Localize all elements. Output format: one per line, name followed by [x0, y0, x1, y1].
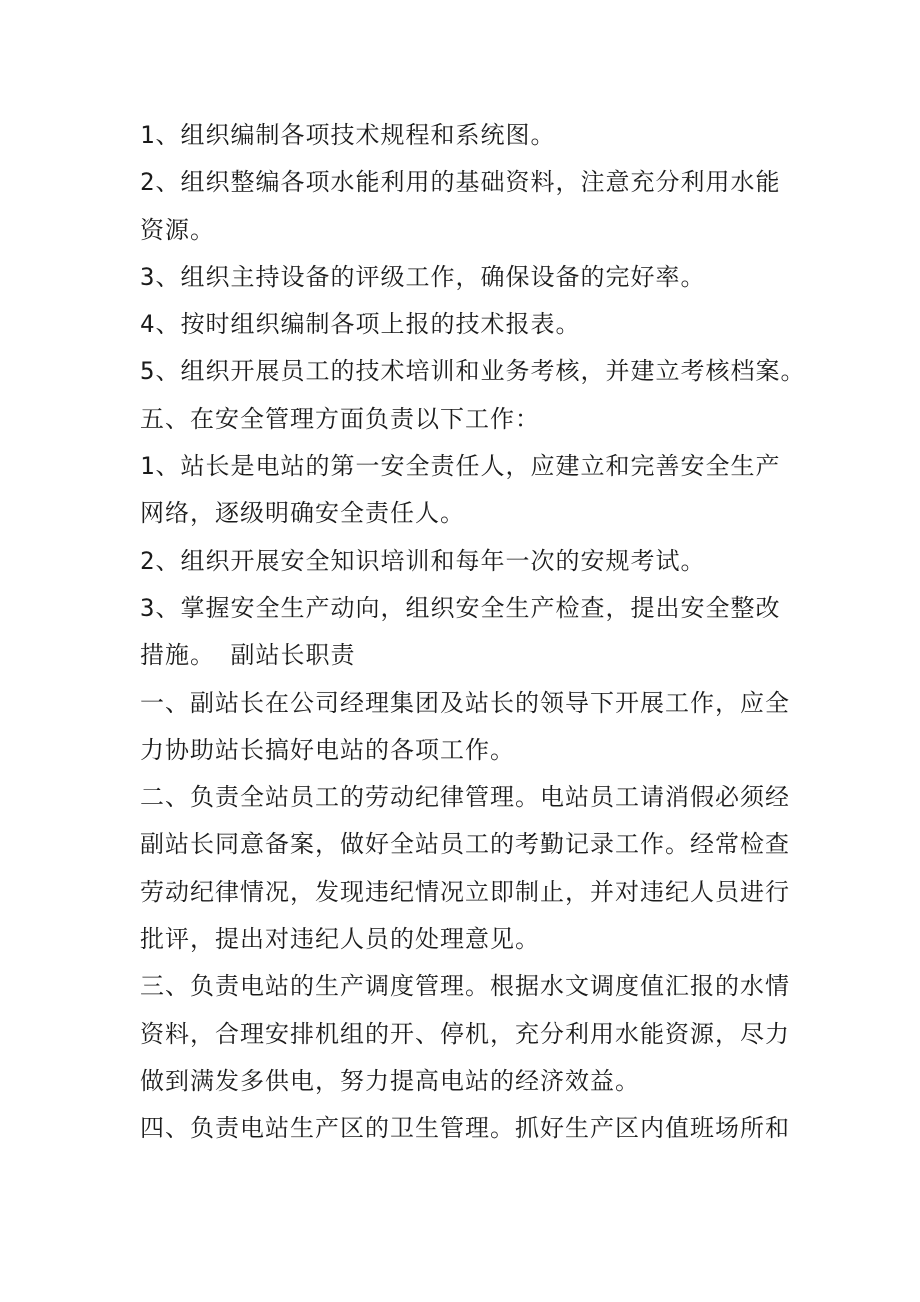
- section-heading: 五、在安全管理方面负责以下工作：: [140, 404, 540, 433]
- text-line: 四、负责电站生产区的卫生管理。抓好生产区内值班场所和: [140, 1114, 790, 1143]
- text-line: 措施。 副站长职责: [140, 641, 356, 670]
- text-line: 2、组织整编各项水能利用的基础资料，注意充分利用水能: [140, 168, 781, 197]
- text-line: 5、组织开展员工的技术培训和业务考核，并建立考核档案。: [140, 357, 806, 386]
- document-body: [140, 112, 806, 1153]
- text-line: 2、组织开展安全知识培训和每年一次的安规考试。: [140, 546, 706, 575]
- text-line: 批评，提出对违纪人员的处理意见。: [140, 925, 540, 954]
- text-line: 3、掌握安全生产动向，组织安全生产检查，提出安全整改: [140, 593, 781, 622]
- text-line: 做到满发多供电，努力提高电站的经济效益。: [140, 1066, 640, 1095]
- text-line: 资源。: [140, 215, 215, 244]
- text-line: 1、站长是电站的第一安全责任人，应建立和完善安全生产: [140, 452, 781, 481]
- text-line: 3、组织主持设备的评级工作，确保设备的完好率。: [140, 262, 706, 291]
- text-line: 1、组织编制各项技术规程和系统图。: [140, 121, 556, 149]
- text-line: 副站长同意备案，做好全站员工的考勤记录工作。经常检查: [140, 830, 790, 859]
- text-line: 4、按时组织编制各项上报的技术报表。: [140, 310, 581, 339]
- text-line: 三、负责电站的生产调度管理。根据水文调度值汇报的水情: [140, 972, 790, 1001]
- text-line: 劳动纪律情况，发现违纪情况立即制止，并对违纪人员进行: [140, 877, 790, 906]
- text-line: 二、负责全站员工的劳动纪律管理。电站员工请消假必须经: [140, 783, 790, 812]
- text-line: 力协助站长搞好电站的各项工作。: [140, 735, 515, 764]
- text-line: 网络，逐级明确安全责任人。: [140, 499, 465, 528]
- text-line: 资料，合理安排机组的开、停机，充分利用水能资源，尽力: [140, 1019, 790, 1048]
- text-line: 一、副站长在公司经理集团及站长的领导下开展工作，应全: [140, 688, 790, 717]
